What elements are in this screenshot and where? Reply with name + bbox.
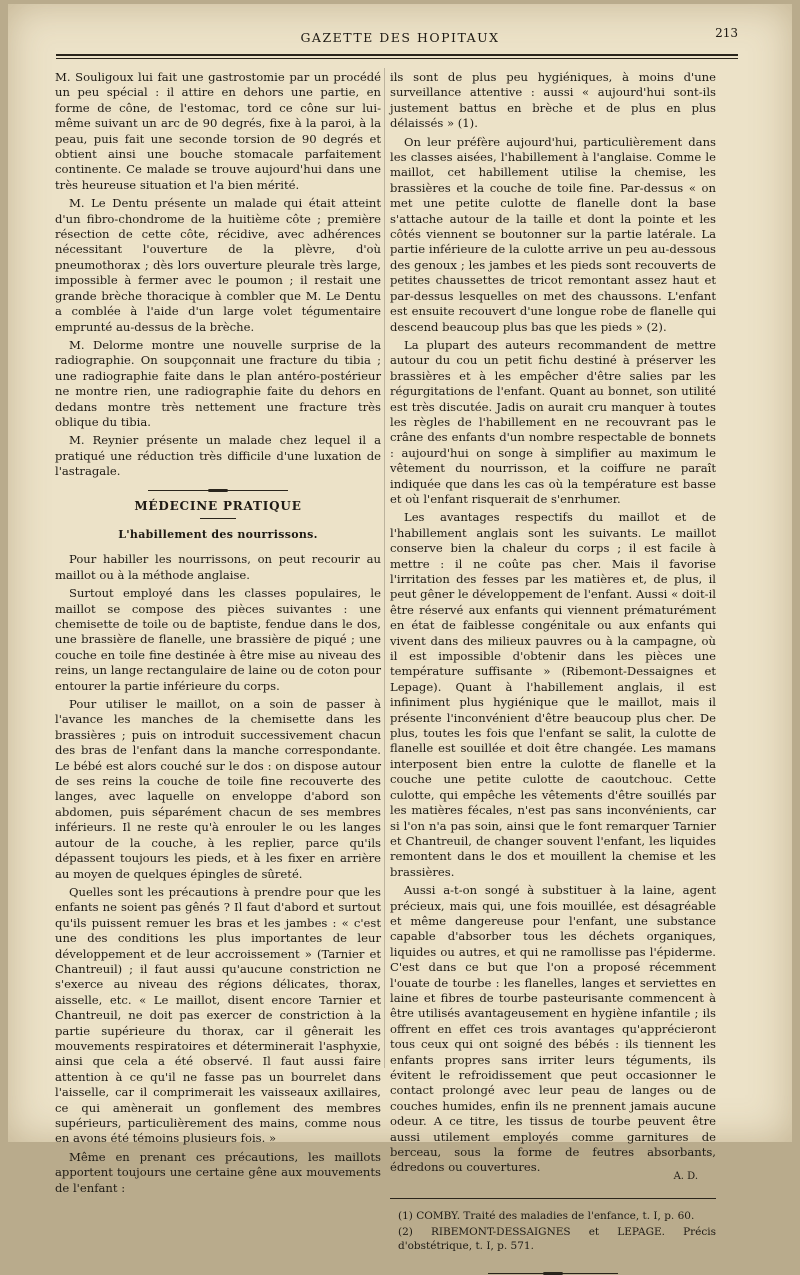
page-header: [8, 28, 792, 50]
right-column: [390, 70, 716, 1274]
author-signature: A. D.: [673, 1170, 698, 1182]
header-rule: [56, 54, 738, 56]
end-separator: [488, 1273, 618, 1274]
paragraph: Pour habiller les nourrissons, on peut recourir au maillot ou à la méthode anglaise.: [55, 552, 381, 582]
footnote-rule: [390, 1198, 716, 1199]
paragraph: On leur préfère aujourd'hui, particulièrement dans les classes aisées, l'habillement à l'anglaise. Comme le maillot, cet habillement utilise la chemise, les brassières et la couche de toile fine. Par-dessus « on met une petite culotte de flanelle dont la base s'attache autour de la taille et dont la pointe et les côtés viennent se boutonner sur la partie latérale. La partie inférieure de la culotte arrive un peu au-dessous des genoux ; les jambes et les pieds sont recouverts de petites chaussettes de tricot remontant assez haut et par-dessus lesquelles on met des chaussons. L'enfant est ensuite recouvert d'une longue robe de flanelle qui descend beaucoup plus bas que les pieds » (2).: [390, 134, 716, 334]
paragraph: ils sont de plus peu hygiéniques, à moins d'une surveillance attentive : aussi « aujourd'hui sont-ils justement battus en brèche et de plus en plus délaissés » (1).: [390, 70, 716, 131]
footnote: (1) COMBY. Traité des maladies de l'enfance, t. I, p. 60.: [398, 1210, 695, 1223]
section-separator: [148, 490, 288, 491]
newspaper-page: [8, 4, 792, 1253]
journal-title: GAZETTE DES HOPITAUX: [300, 30, 500, 45]
paragraph: M. Delorme montre une nouvelle surprise de la radiographie. On soupçonnait une fracture du tibia ; une radiographie faite dans le plan antéro-postérieur ne montre rien, une radiographie faite du dehors en dedans montre très nettement une fracture très oblique du tibia.: [55, 337, 381, 429]
page-number: 213: [715, 26, 738, 40]
paragraph: M. Reynier présente un malade chez lequel il a pratiqué une réduction très difficile d'une luxation de l'astragale.: [55, 433, 381, 479]
paragraph: Surtout employé dans les classes populaires, le maillot se compose des pièces suivantes : une chemisette de toile ou de baptiste, fendue dans le dos, une brassière de flanelle, une brassière de piqué ; une couche en toile fine destinée à être mise au niveau des reins, un lange rectangulaire de laine ou de coton pour entourer la partie inférieure du corps.: [55, 586, 381, 693]
paragraph: M. Le Dentu présente un malade qui était atteint d'un fibro-chondrome de la huitième côte ; première résection de cette côte, récidive, avec adhérences nécessitant l'ouverture de la plèvre, d'où pneumothorax ; dès lors ouverture pleurale très large, impossible à fermer avec le poumon ; il restait une grande brèche thoracique à combler que M. Le Dentu a comblée à l'aide d'un large volet tégumentaire emprunté au-dessus de la brèche.: [55, 196, 381, 334]
paragraph: Aussi a-t-on songé à substituer à la laine, agent précieux, mais qui, une fois mouillée, est désagréable et même dangereuse pour l'enfant, une substance capable d'absorber tous les déchets organiques, liquides ou autres, et qui ne ramollisse pas l'épiderme. C'est dans ce but que l'on a proposé récemment l'ouate de tourbe : les flanelles, langes et serviettes en laine et fibres de tourbe pasteurisante commencent à être utilisés avantageusement en hygiène infantile ; ils offrent en effet ces trois avantages qu'apprécieront tous ceux qui ont soigné des bébés : ils tiennent les enfants propres sans irriter leurs téguments, ils évitent le refroidissement que peut occasionner le contact prolongé avec leur peau de langes ou de couches humides, enfin ils ne prennent jamais aucune odeur. A ce titre, les tissus de tourbe peuvent être aussi utilement employés comme garnitures de berceau, sous la forme de feutres absorbants, édredons ou couvertures.: [390, 883, 716, 1175]
title-rule: [200, 518, 236, 519]
footnote: (2) RIBEMONT-DESSAIGNES et LEPAGE. Précis d'obstétrique, t. I, p. 571.: [398, 1226, 716, 1253]
paragraph: Pour utiliser le maillot, on a soin de passer à l'avance les manches de la chemisette dans les brassières ; puis on introduit successivement chacun des bras de l'enfant dans la manche correspondante. Le bébé est alors couché sur le dos : on dispose autour de ses reins la couche de toile fine recouverte des langes, avec laquelle on enveloppe d'abord son abdomen, puis séparément chacun de ses membres inférieurs. Il ne reste qu'à enrouler le ou les langes autour de la couche, à les replier, parce qu'ils dépassent toujours les pieds, et à les fixer en arrière au moyen de quelques épingles de sûreté.: [55, 697, 381, 881]
paragraph: Les avantages respectifs du maillot et de l'habillement anglais sont les suivants. Le maillot conserve bien la chaleur du corps ; il est facile à mettre : il ne coûte pas cher. Mais il favorise l'irritation des fesses par les matières et, de plus, il peut gêner le développement de l'enfant. Aussi « doit-il être réservé aux enfants qui viennent prématurément en état de faiblesse congénitale ou aux enfants qui vivent dans des milieux pauvres ou à la campagne, où il est impossible d'obtenir dans les pièces une température suffisante » (Ribemont-Dessaignes et Lepage). Quant à l'habillement anglais, il est infiniment plus hygiénique que le maillot, mais il présente l'inconvénient d'être beaucoup plus cher. De plus, toutes les fois que l'enfant se salit, la culotte de flanelle est souillée et doit être changée. Les mamans interposent bien entre la culotte de flanelle et la couche une petite culotte de caoutchouc. Cette culotte, qui empêche les vêtements d'être souillés par les matières fécales, n'est pas sans inconvénients, car si l'on n'a pas soin, ainsi que le font remarquer Tarnier et Chantreuil, de changer souvent l'enfant, les liquides remontent dans le dos et mouillent la chemise et les brassières.: [390, 510, 716, 879]
section-title: MÉDECINE PRATIQUE: [134, 498, 302, 513]
header-rule-thin: [56, 58, 738, 59]
article-title: L'habillement des nourrissons.: [118, 527, 318, 541]
left-column: [55, 70, 381, 1199]
paragraph: La plupart des auteurs recommandent de mettre autour du cou un petit fichu destiné à préserver les brassières et à les empêcher d'être salies par les régurgitations de l'enfant. Quant au bonnet, son utilité est très discutée. Jadis on aurait cru manquer à toutes les règles de l'habillement en ne recouvrant pas le crâne des enfants d'un nombre respectable de bonnets : aujourd'hui on songe à simplifier au maximum le vêtement du nourrisson, et la coiffure ne paraît indiquée que dans les cas où la température est basse et où l'enfant risquerait de s'enrhumer.: [390, 337, 716, 506]
column-divider: [384, 68, 385, 1068]
paragraph: Même en prenant ces précautions, les maillots apportent toujours une certaine gêne aux mouvements de l'enfant :: [55, 1149, 381, 1195]
paragraph: M. Souligoux lui fait une gastrostomie par un procédé un peu spécial : il attire en dehors une partie, en forme de cône, de l'estomac, tord ce cône sur lui-même suivant un arc de 90 degrés, fixe à la paroi, à la peau, puis fait une seconde torsion de 90 degrés et obtient ainsi une bouche stomacale parfaitement continente. Ce malade se trouve aujourd'hui dans une très heureuse situation et l'a bien mérité.: [55, 70, 381, 192]
paragraph: Quelles sont les précautions à prendre pour que les enfants ne soient pas gênés ? Il faut d'abord et surtout qu'ils puissent remuer les bras et les jambes : « c'est une des conditions les plus importantes de leur développement et de leur accroissement » (Tarnier et Chantreuil) ; il faut aussi qu'aucune constriction ne s'exerce au niveau des régions délicates, thorax, aisselle, etc. « Le maillot, disent encore Tarnier et Chantreuil, ne doit pas exercer de constriction à la partie supérieure du thorax, car il gênerait les mouvements respiratoires et déterminerait l'asphyxie, ainsi que cela a été observé. Il faut aussi faire attention à ce qu'il ne fasse pas un bourrelet dans l'aisselle, car il comprimerait les vaisseaux axillaires, ce qui amènerait un gonflement des membres supérieurs, particulièrement des mains, comme nous en avons été témoins plusieurs fois. »: [55, 884, 381, 1146]
